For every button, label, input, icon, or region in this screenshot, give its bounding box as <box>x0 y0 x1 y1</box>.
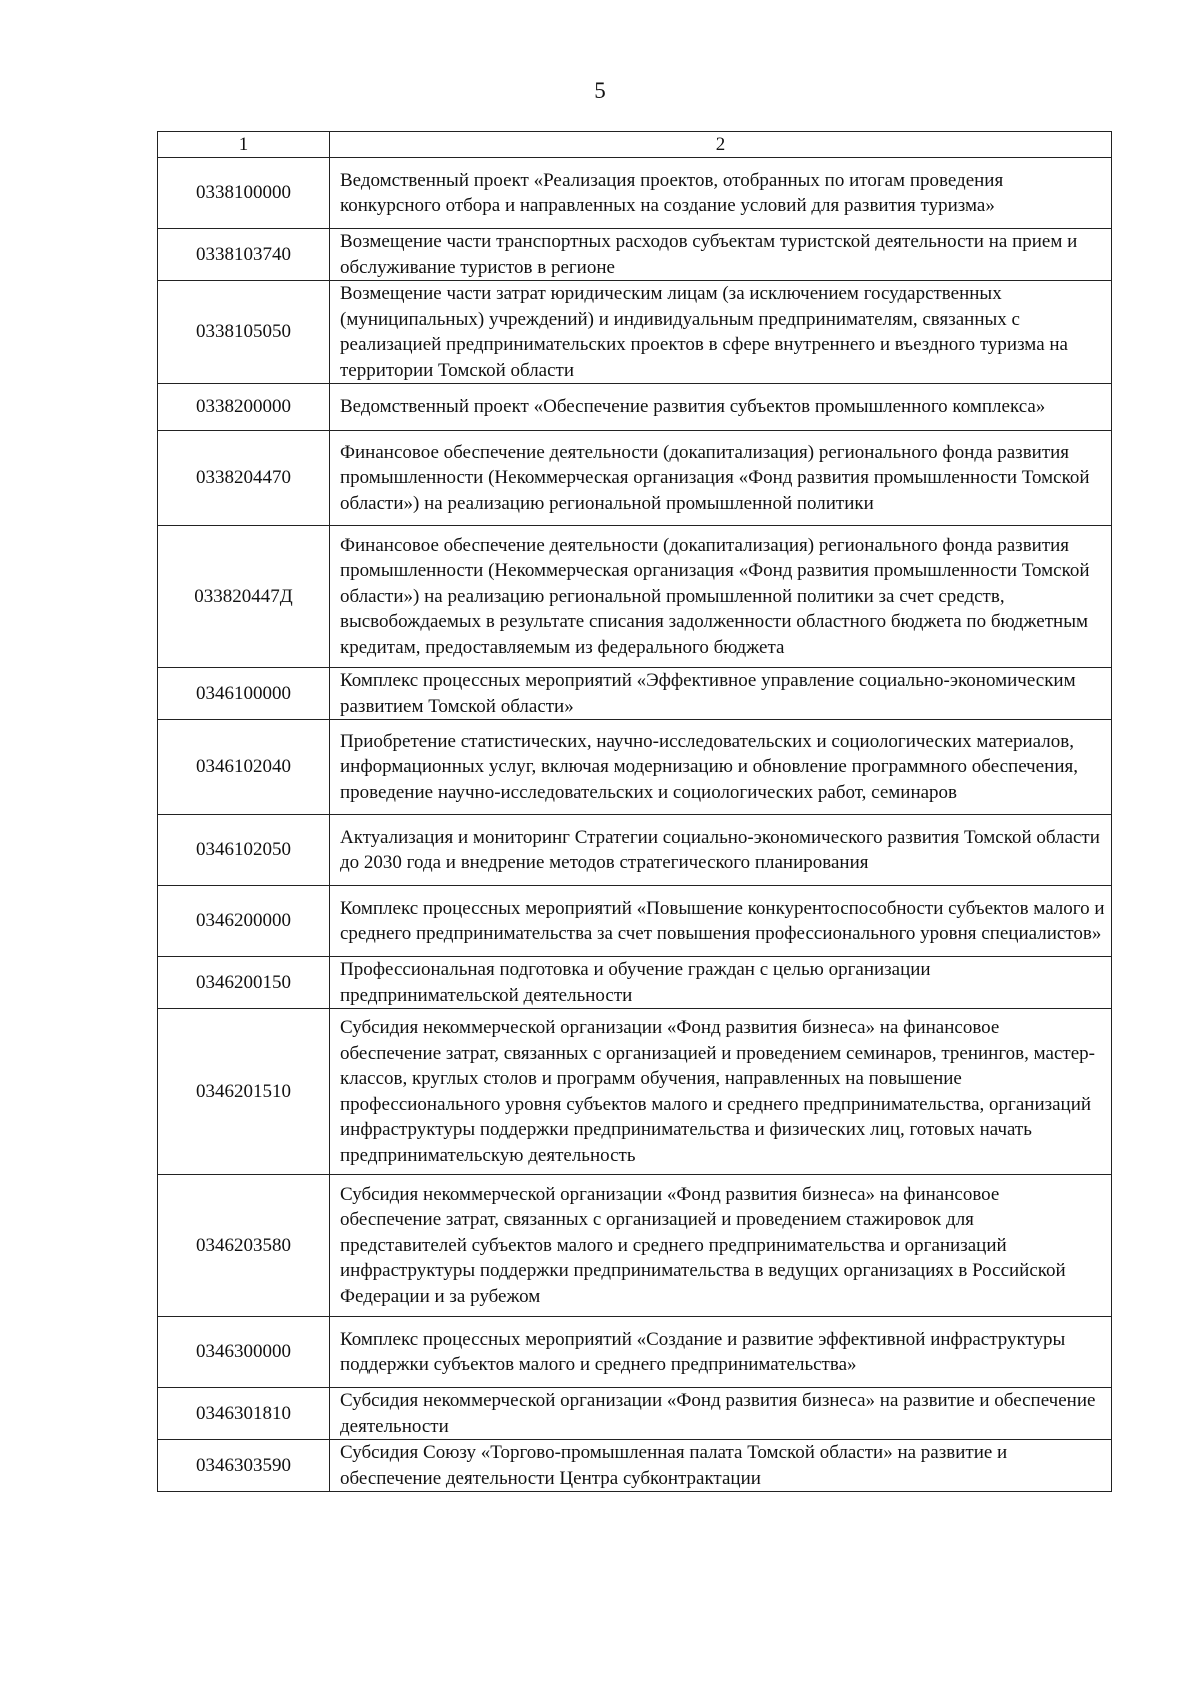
classification-code: 0346200150 <box>158 957 330 1009</box>
code-description: Финансовое обеспечение деятельности (докапитализация) регионального фонда развития промышленности (Некоммерческая организация «Фонд развития промышленности Томской области») на реализацию региональной промышленной политики за счет средств, высвобождаемых в результате списания задолженности областного бюджета по бюджетным кредитам, предоставляемым из федерального бюджета <box>330 526 1112 668</box>
code-description: Субсидия некоммерческой организации «Фонд развития бизнеса» на финансовое обеспечение затрат, связанных с организацией и проведением стажировок для представителей субъектов малого и среднего предпринимательства и организаций инфраструктуры поддержки предпринимательства в ведущих организациях в Российской Федерации и за рубежом <box>330 1175 1112 1317</box>
code-description: Субсидия некоммерческой организации «Фонд развития бизнеса» на финансовое обеспечение затрат, связанных с организацией и проведением семинаров, тренингов, мастер-классов, круглых столов и программ обучения, направленных на повышение профессионального уровня субъектов малого и среднего предпринимательства, организаций инфраструктуры поддержки предпринимательства и физических лиц, готовых начать предпринимательскую деятельность <box>330 1009 1112 1175</box>
table-row <box>158 229 1112 281</box>
table-row <box>158 1317 1112 1388</box>
budget-code-table <box>157 131 1112 1492</box>
classification-code: 0346201510 <box>158 1009 330 1175</box>
code-description: Субсидия некоммерческой организации «Фонд развития бизнеса» на развитие и обеспечение деятельности <box>330 1388 1112 1440</box>
classification-code: 0338103740 <box>158 229 330 281</box>
classification-code: 0338204470 <box>158 431 330 526</box>
code-description: Возмещение части затрат юридическим лицам (за исключением государственных (муниципальных) учреждений) и индивидуальным предпринимателям, связанных с реализацией предпринимательских проектов в сфере внутреннего и въездного туризма на территории Томской области <box>330 281 1112 384</box>
table-row <box>158 431 1112 526</box>
code-description: Профессиональная подготовка и обучение граждан с целью организации предпринимательской деятельности <box>330 957 1112 1009</box>
classification-code: 0346102040 <box>158 720 330 815</box>
code-description: Возмещение части транспортных расходов субъектам туристской деятельности на прием и обслуживание туристов в регионе <box>330 229 1112 281</box>
table-header-row <box>158 132 1112 158</box>
table-row <box>158 158 1112 229</box>
page-number: 5 <box>594 78 606 103</box>
table-row <box>158 720 1112 815</box>
code-description: Комплекс процессных мероприятий «Эффективное управление социально-экономическим развитием Томской области» <box>330 668 1112 720</box>
code-description: Ведомственный проект «Обеспечение развития субъектов промышленного комплекса» <box>330 384 1112 431</box>
table-row <box>158 384 1112 431</box>
table-row <box>158 281 1112 384</box>
classification-code: 0346100000 <box>158 668 330 720</box>
classification-code: 0338200000 <box>158 384 330 431</box>
table-row <box>158 957 1112 1009</box>
code-description: Комплекс процессных мероприятий «Создание и развитие эффективной инфраструктуры поддержки субъектов малого и среднего предпринимательства» <box>330 1317 1112 1388</box>
table-row <box>158 815 1112 886</box>
classification-code: 033820447Д <box>158 526 330 668</box>
code-description: Комплекс процессных мероприятий «Повышение конкурентоспособности субъектов малого и среднего предпринимательства за счет повышения профессионального уровня специалистов» <box>330 886 1112 957</box>
code-description: Актуализация и мониторинг Стратегии социально-экономического развития Томской области до 2030 года и внедрение методов стратегического планирования <box>330 815 1112 886</box>
table-row <box>158 1175 1112 1317</box>
table-row <box>158 886 1112 957</box>
table-row <box>158 1388 1112 1440</box>
code-description: Приобретение статистических, научно-исследовательских и социологических материалов, информационных услуг, включая модернизацию и обновление программного обеспечения, проведение научно-исследовательских и социологических работ, семинаров <box>330 720 1112 815</box>
column-header-1: 1 <box>158 132 330 158</box>
classification-code: 0346203580 <box>158 1175 330 1317</box>
classification-code: 0346303590 <box>158 1440 330 1492</box>
classification-code: 0346301810 <box>158 1388 330 1440</box>
table-row <box>158 1009 1112 1175</box>
classification-code: 0338105050 <box>158 281 330 384</box>
column-header-2: 2 <box>330 132 1112 158</box>
classification-code: 0346200000 <box>158 886 330 957</box>
classification-code: 0346102050 <box>158 815 330 886</box>
table-row <box>158 668 1112 720</box>
classification-code: 0338100000 <box>158 158 330 229</box>
table-row <box>158 526 1112 668</box>
code-description: Ведомственный проект «Реализация проектов, отобранных по итогам проведения конкурсного отбора и направленных на создание условий для развития туризма» <box>330 158 1112 229</box>
table-row <box>158 1440 1112 1492</box>
classification-code: 0346300000 <box>158 1317 330 1388</box>
code-description: Субсидия Союзу «Торгово-промышленная палата Томской области» на развитие и обеспечение деятельности Центра субконтрактации <box>330 1440 1112 1492</box>
code-description: Финансовое обеспечение деятельности (докапитализация) регионального фонда развития промышленности (Некоммерческая организация «Фонд развития промышленности Томской области») на реализацию региональной промышленной политики <box>330 431 1112 526</box>
